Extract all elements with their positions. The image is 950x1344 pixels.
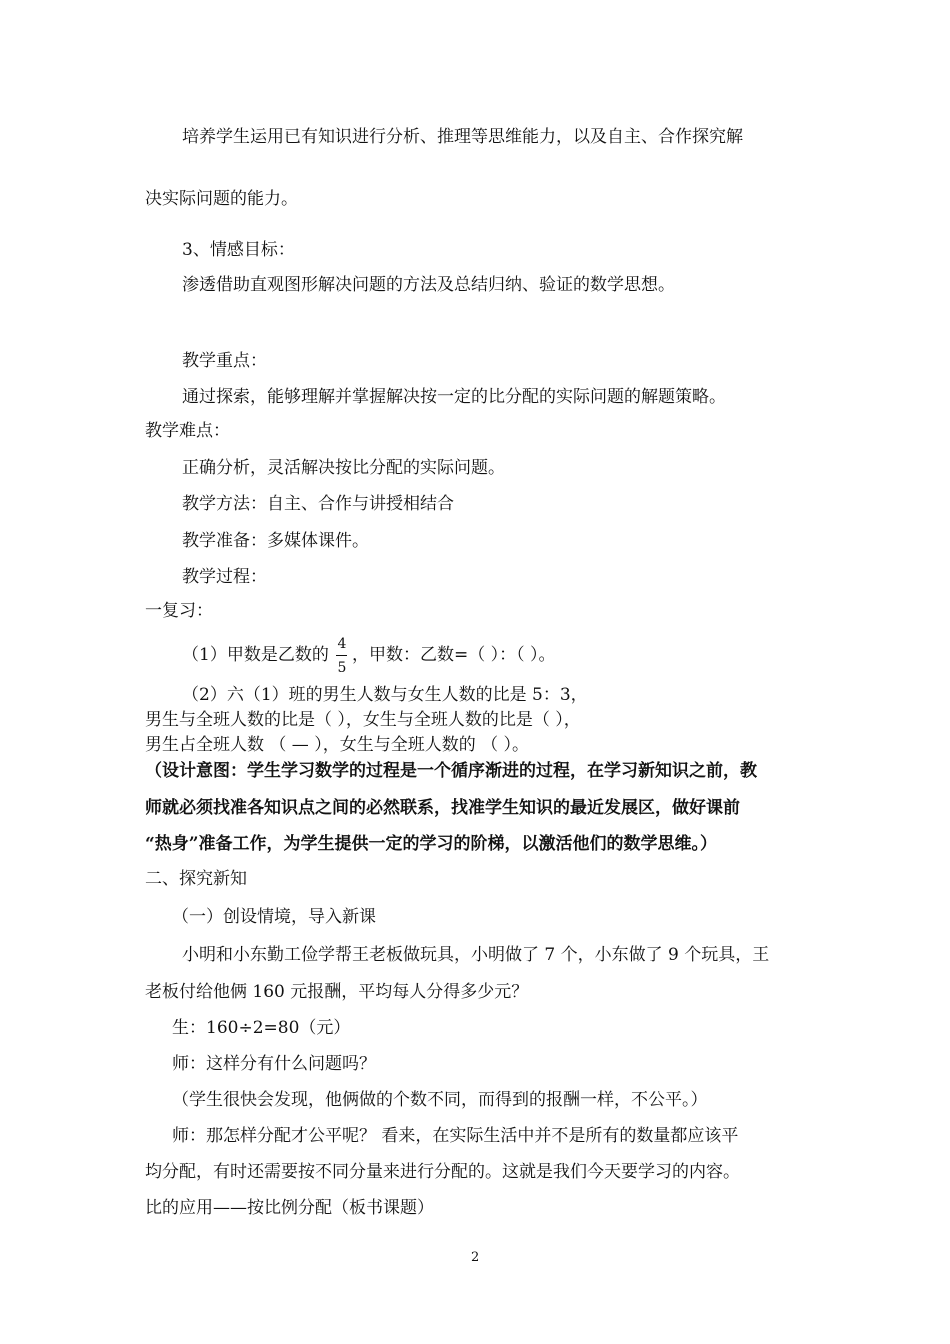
dialogue-line: 师：这样分有什么问题吗？ <box>172 1054 376 1074</box>
paragraph-line: 正确分析，灵活解决按比分配的实际问题。 <box>182 458 505 478</box>
paragraph-line: 小明和小东勤工俭学帮王老板做玩具，小明做了 7 个，小东做了 9 个玩具，王 <box>182 945 770 965</box>
dialogue-line: 师：那怎样分配才公平呢？ 看来，在实际生活中并不是所有的数量都应该平 <box>172 1126 739 1146</box>
fraction-denominator: 5 <box>337 660 347 676</box>
dialogue-line: （学生很快会发现，他俩做的个数不同，而得到的报酬一样，不公平。） <box>172 1090 708 1110</box>
section-heading: 教学重点： <box>182 351 267 371</box>
section-heading: 教学过程： <box>182 567 267 587</box>
paragraph-line: 通过探索，能够理解并掌握解决按一定的比分配的实际问题的解题策略。 <box>182 387 726 407</box>
section-heading: 3、情感目标： <box>182 240 295 260</box>
paragraph-line: 教学准备：多媒体课件。 <box>182 531 369 551</box>
exercise-line: ，甲数：乙数=（ ）：（ ）。 <box>352 645 556 665</box>
section-heading: 教学难点： <box>145 421 230 441</box>
paragraph-line: 渗透借助直观图形解决问题的方法及总结归纳、验证的数学思想。 <box>182 275 675 295</box>
fraction-numerator: 4 <box>337 636 347 652</box>
exercise-line: （1）甲数是乙数的 <box>182 645 329 665</box>
paragraph-line: 决实际问题的能力。 <box>145 189 298 209</box>
exercise-line: 男生占全班人数 （ — ），女生与全班人数的 （ ）。 <box>145 735 530 755</box>
section-heading: 一复习： <box>145 601 213 621</box>
design-intent-note: （设计意图：学生学习数学的过程是一个循序渐进的过程，在学习新知识之前，教 <box>145 761 757 781</box>
paragraph-line: 教学方法：自主、合作与讲授相结合 <box>182 494 454 514</box>
design-intent-note: “热身”准备工作，为学生提供一定的学习的阶梯，以激活他们的数学思维。） <box>145 834 718 854</box>
paragraph-line: 培养学生运用已有知识进行分析、推理等思维能力，以及自主、合作探究解 <box>182 127 743 147</box>
subsection-heading: （一）创设情境，导入新课 <box>172 907 376 927</box>
paragraph-line: 老板付给他俩 160 元报酬，平均每人分得多少元？ <box>145 982 529 1002</box>
design-intent-note: 师就必须找准各知识点之间的必然联系，找准学生知识的最近发展区，做好课前 <box>145 798 740 818</box>
exercise-line: （2）六（1）班的男生人数与女生人数的比是 5：3， <box>182 685 588 705</box>
page-number: 2 <box>471 1250 480 1265</box>
dialogue-line: 生：160÷2=80（元） <box>172 1018 351 1038</box>
paragraph-line: 比的应用——按比例分配（板书课题） <box>145 1198 434 1218</box>
exercise-line: 男生与全班人数的比是（ ），女生与全班人数的比是（ ）， <box>145 710 581 730</box>
paragraph-line: 均分配，有时还需要按不同分量来进行分配的。这就是我们今天要学习的内容。 <box>145 1162 740 1182</box>
section-heading: 二、探究新知 <box>145 869 247 889</box>
fraction-bar <box>336 655 347 656</box>
